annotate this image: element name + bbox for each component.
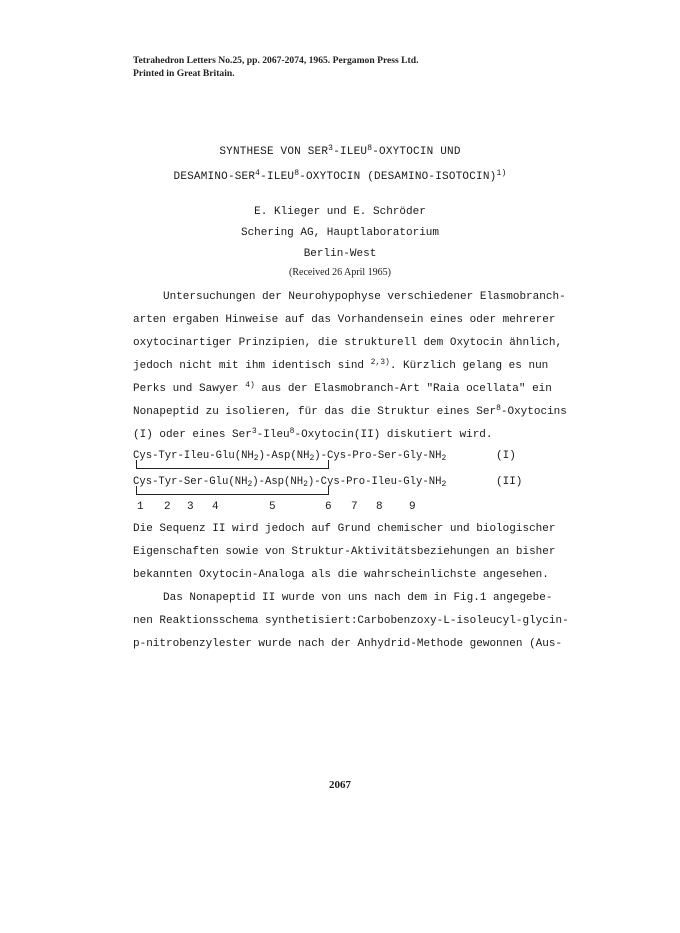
residue-number: 3 (187, 501, 194, 513)
page-number: 2067 (329, 779, 351, 791)
para1-line6: Nonapeptid zu isolieren, für das die Struktur eines Ser$^8$-Oxytocins (133, 404, 567, 418)
para3-line1: Das Nonapeptid II wurde von uns nach dem in Fig.1 angegebe- (163, 592, 553, 604)
received-date: (Received 26 April 1965) (289, 267, 391, 278)
residue-number: 6 (325, 501, 332, 513)
para1-line5: Perks und Sawyer $^{4)}$ aus der Elasmobranch-Art "Raia ocellata" ein (133, 381, 552, 395)
para2-line1: Die Sequenz II wird jedoch auf Grund chemischer und biologischer (133, 523, 556, 535)
residue-number: 4 (212, 501, 219, 513)
residue-number: 7 (351, 501, 358, 513)
journal-header-line2: Printed in Great Britain. (133, 68, 235, 79)
para1-line4: jedoch nicht mit ihm identisch sind $^{2,3)}$. Kürzlich gelang es nun (133, 358, 549, 372)
author-names: E. Klieger und E. Schröder (254, 206, 426, 218)
author-city: Berlin-West (303, 248, 377, 260)
residue-number: 1 (137, 501, 144, 513)
sequence-1: Cys-$Tyr-Ileu-Glu(NH_2)-Asp(NH_2)-Cys-Pro-Ser-Gly-NH_2$ (133, 450, 447, 463)
journal-header-line1: Tetrahedron Letters No.25, pp. 2067-2074, 1965. Pergamon Press Ltd. (133, 55, 419, 66)
paper-title-line1: SYNTHESE VON SER$^3$-ILEU$^8$-OXYTOCIN UND (219, 144, 461, 158)
residue-number: 2 (164, 501, 171, 513)
sequence-1-label: (I) (496, 450, 516, 462)
residue-number: 9 (409, 501, 416, 513)
residue-number: 5 (269, 501, 276, 513)
paper-title-line2: DESAMINO-SER$^4$-ILEU$^8$-OXYTOCIN (DESAMINO-ISOTOCIN)$^{1)}$ (173, 169, 507, 183)
para1-line1: Untersuchungen der Neurohypophyse verschiedener Elasmobranch- (163, 291, 566, 303)
residue-number: 8 (376, 501, 383, 513)
para1-line2: arten ergaben Hinweise auf das Vorhandensein eines oder mehrerer (133, 314, 556, 326)
para3-line2: nen Reaktionsschema synthetisiert:Carbobenzoxy-L-isoleucyl-glycin- (133, 615, 569, 627)
para3-line3: p-nitrobenzylester wurde nach der Anhydrid-Methode gewonnen (Aus- (133, 638, 563, 650)
disulfide-bridge-2 (136, 486, 329, 495)
para2-line3: bekannten Oxytocin-Analoga als die wahrscheinlichste angesehen. (133, 569, 549, 581)
para1-line7: (I) oder eines Ser$^3$-Ileu$^8$-Oxytocin(II) diskutiert wird. (133, 427, 493, 441)
para1-line3: oxytocinartiger Prinzipien, die strukturell dem Oxytocin ähnlich, (133, 337, 563, 349)
sequence-2: Cys-$Tyr-Ser-Glu(NH_2)-Asp(NH_2)-Cys-Pro-Ileu-Gly-NH_2$ (133, 476, 447, 489)
sequence-2-label: (II) (496, 476, 523, 488)
author-affiliation: Schering AG, Hauptlaboratorium (240, 227, 440, 239)
para2-line2: Eigenschaften sowie von Struktur-Aktivitätsbeziehungen an bisher (133, 546, 556, 558)
disulfide-bridge-1 (136, 460, 329, 469)
